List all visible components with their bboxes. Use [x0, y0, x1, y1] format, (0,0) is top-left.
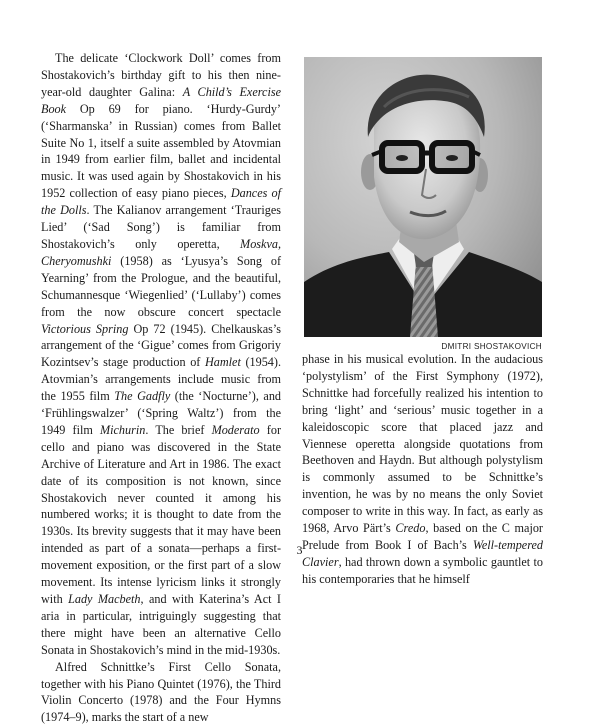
text-run: (the ‘Nocturne’), and ‘Frühlingswalzer’ (‘Spring Waltz’) from the 1949 film	[41, 389, 282, 437]
text-run: The delicate ‘Clockwork Doll’ comes from Shostakovich’s birthday gift to his then nine-year-old daughter Galina:	[41, 51, 281, 99]
italic-title: Moderato	[211, 422, 260, 437]
italic-title: Lady Macbeth	[68, 592, 141, 606]
italic-title: Well-tempered Clavier	[302, 537, 543, 569]
text-run: Op 72 (1945). Chelkauskas’s arrangement of the ‘Gigue’ comes from Grigoriy Kozintsev’s stage production of	[41, 321, 281, 370]
text-column-left	[41, 50, 281, 726]
italic-title: Dances of the Dolls	[41, 186, 282, 218]
italic-title: Michurin	[99, 422, 146, 437]
photo-caption: DMITRI SHOSTAKOVICH	[441, 342, 542, 351]
portrait-photo	[304, 57, 542, 337]
text-run: phase in his musical evolution. In the audacious ‘polystylism’ of the First Symphony (1972), Schnittke had forcefully realized his intention to bring ‘light’ and ‘serious’ music together in a kaleidoscopic score that placed jazz and Viennese operetta alongside quotations from Beethoven and Haydn. But although polystylism is commonly assumed to be Schnittke’s invention, he was by no means the only Soviet composer to write in this way. In fact, as early as 1968, Arvo Pärt’s	[302, 352, 543, 536]
text-run: Op 69 for piano. ‘Hurdy-Gurdy’ (‘Sharmanska’ in Russian) comes from Ballet Suite No 1, itself a suite assembled by Atovmian in 1949 from earlier film, ballet and incidental music. It was used again by Shostakovich in his 1952 collection of easy piano pieces,	[41, 101, 281, 201]
text-run: Alfred Schnittke’s First Cello Sonata, together with his Piano Quintet (1976), the Third Violin Concerto (1978) and the Four Hymns (1974–9), marks the start of a new	[41, 659, 281, 725]
text-run: , based on the C major Prelude from Book I of Bach’s	[302, 521, 543, 552]
text-run: (1958) as ‘Lyusya’s Song of Yearning’ from the Prologue, and the beautiful, Schumannesque ‘Wiegenlied’ (‘Lullaby’) comes from the now obscure concert spectacle	[41, 253, 281, 319]
text-run: . The brief	[145, 422, 212, 437]
italic-title: Credo	[395, 521, 426, 536]
paragraph	[41, 50, 281, 659]
text-run: . The Kalianov arrangement ‘Trauriges Lied’ (‘Sad Song’) is familiar from Shostakovich’s only operetta,	[41, 203, 281, 251]
paragraph	[41, 659, 281, 726]
italic-title: A Child’s Exercise Book	[41, 84, 281, 116]
text-run: , and with Katerina’s Act I aria in particular, intriguingly suggesting that there might have been an alternative Cello Sonata in Shostakovich’s mind in the mid-1930s.	[41, 592, 281, 657]
italic-title: Hamlet	[204, 355, 241, 370]
italic-title: The Gadfly	[114, 389, 171, 404]
text-run: (1954). Atovmian’s arrangements include music from the 1955 film	[41, 355, 282, 404]
page-number: 3	[296, 543, 303, 557]
text-run: for cello and piano was discovered in the State Archive of Literature and Art in 1986. The exact date of its composition is not known, since Shostakovich never counted it among his numbered works; it is thought to date from the 1930s. Its brevity suggests that it may have been intended as part of a sonata—perhaps a first-movement exposition, or the first part of a slow movement. Its intense lyricism links it strongly with	[41, 422, 281, 606]
text-run: , had thrown down a symbolic gauntlet to his contemporaries that he himself	[302, 554, 543, 586]
italic-title: Moskva, Cheryomushki	[41, 236, 281, 268]
italic-title: Victorious Spring	[41, 321, 129, 336]
